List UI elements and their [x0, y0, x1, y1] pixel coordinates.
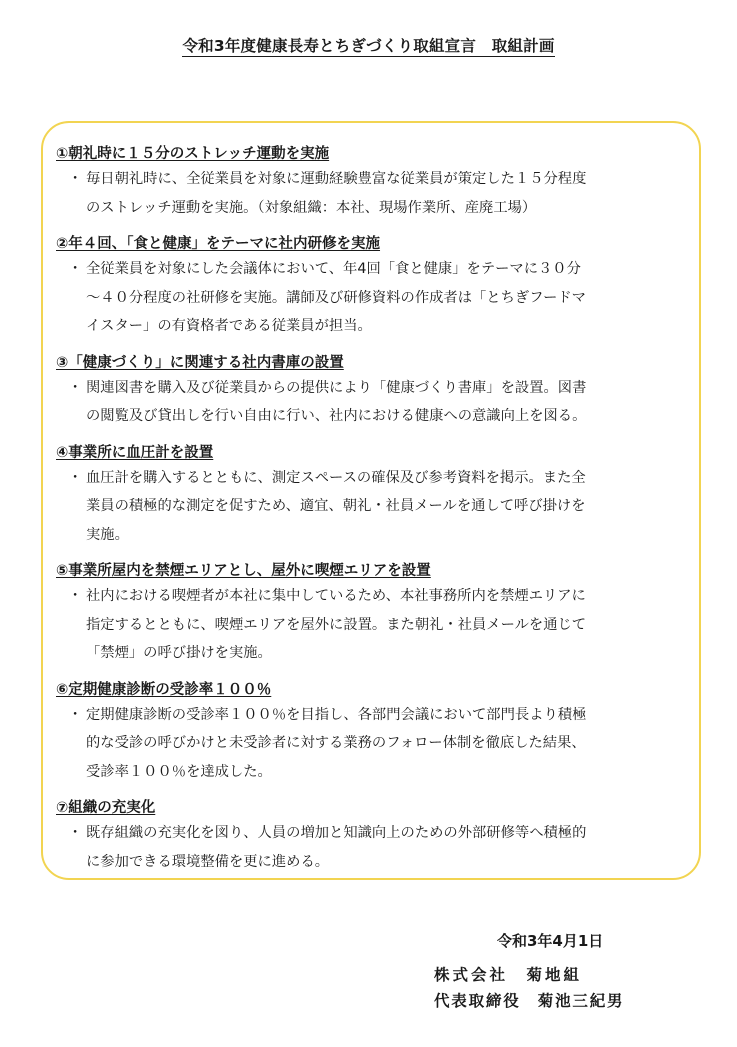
plan-item-line: 血圧計を購入するとともに、測定スペースの確保及び参考資料を掲示。また全 [86, 469, 586, 486]
plan-item-line: に参加できる環境整備を更に進める。 [86, 853, 330, 870]
plan-item-line: 社内における喫煙者が本社に集中しているため、本社事務所内を禁煙エリアに [86, 588, 586, 604]
page-title [0, 34, 737, 56]
plan-item [56, 679, 692, 787]
plan-item-description [56, 701, 692, 787]
plan-item-line: 業員の積極的な測定を促すため、適宜、朝礼・社員メールを通して呼び掛けを [86, 498, 586, 514]
page-title-text: 令和3年度健康長寿とちぎづくり取組宣言 取組計画 [182, 37, 555, 55]
plan-item-description [56, 819, 692, 876]
bullet-mark: ・ [68, 379, 83, 396]
representative-name: 代表取締役 菊池三紀男 [434, 992, 625, 1010]
plan-item [56, 143, 692, 222]
bullet-mark: ・ [68, 825, 83, 841]
plan-item-line: 「禁煙」の呼び掛けを実施。 [86, 645, 272, 661]
plan-item-description [56, 464, 692, 550]
bullet-mark: ・ [68, 706, 83, 723]
plan-item-line: 全従業員を対象にした会議体において、年4回「食と健康」をテーマに３０分 [86, 261, 581, 277]
plan-item-line: ～４０分程度の社研修を実施。講師及び研修資料の作成者は「とちぎフードマ [86, 289, 586, 306]
plan-item-description [56, 582, 692, 668]
plan-item-line: 指定するとともに、喫煙エリアを屋外に設置。また朝礼・社員メールを通じて [86, 616, 587, 633]
plan-item [56, 797, 692, 876]
plan-item-line: 関連図書を購入及び従業員からの提供により「健康づくり書庫」を設置。図書 [86, 379, 587, 396]
plan-item-line: の閲覧及び貸出しを行い自由に行い、社内における健康への意識向上を図る。 [86, 408, 587, 424]
plan-item-description [56, 165, 692, 222]
plan-item-line: 定期健康診断の受診率１００％を目指し、各部門会議において部門長より積極 [86, 706, 587, 723]
plan-item-line: イスター」の有資格者である従業員が担当。 [86, 318, 372, 334]
plan-item-line: 受診率１００％を達成した。 [86, 763, 272, 780]
plan-item-line: 既存組織の充実化を図り、人員の増加と知識向上のための外部研修等へ積極的 [86, 825, 587, 841]
plan-item [56, 560, 692, 668]
plan-item-heading: ④事業所に血圧計を設置 [56, 444, 214, 461]
plan-item-line: のストレッチ運動を実施。（対象組織：本社、現場作業所、産廃工場） [86, 199, 537, 216]
bullet-mark: ・ [68, 261, 83, 277]
plan-item [56, 442, 692, 550]
plan-item-heading: ①朝礼時に１５分のストレッチ運動を実施 [56, 146, 330, 162]
plan-item-line: 実施。 [86, 526, 129, 543]
plan-item [56, 233, 692, 341]
plan-item-description [56, 255, 692, 341]
plan-item-heading: ⑦組織の充実化 [56, 800, 156, 816]
bullet-mark: ・ [68, 469, 83, 486]
plan-item-heading: ③「健康づくり」に関連する社内書庫の設置 [56, 354, 344, 371]
plan-item-line: 的な受診の呼びかけと未受診者に対する業務のフォロー体制を徹底した結果、 [86, 735, 586, 751]
bullet-mark: ・ [68, 171, 83, 187]
plan-item [56, 352, 692, 431]
plan-item-heading: ⑤事業所屋内を禁煙エリアとし、屋外に喫煙エリアを設置 [56, 563, 431, 579]
plan-items [56, 143, 692, 887]
declaration-date: 令和3年4月1日 [497, 932, 604, 950]
bullet-mark: ・ [68, 588, 83, 604]
plan-item-heading: ⑥定期健康診断の受診率１００％ [56, 681, 272, 698]
plan-item-description [56, 374, 692, 431]
company-name: 株式会社 菊地組 [434, 966, 583, 984]
plan-item-heading: ②年４回、「食と健康」をテーマに社内研修を実施 [56, 236, 381, 252]
plan-item-line: 毎日朝礼時に、全従業員を対象に運動経験豊富な従業員が策定した１５分程度 [86, 171, 587, 187]
